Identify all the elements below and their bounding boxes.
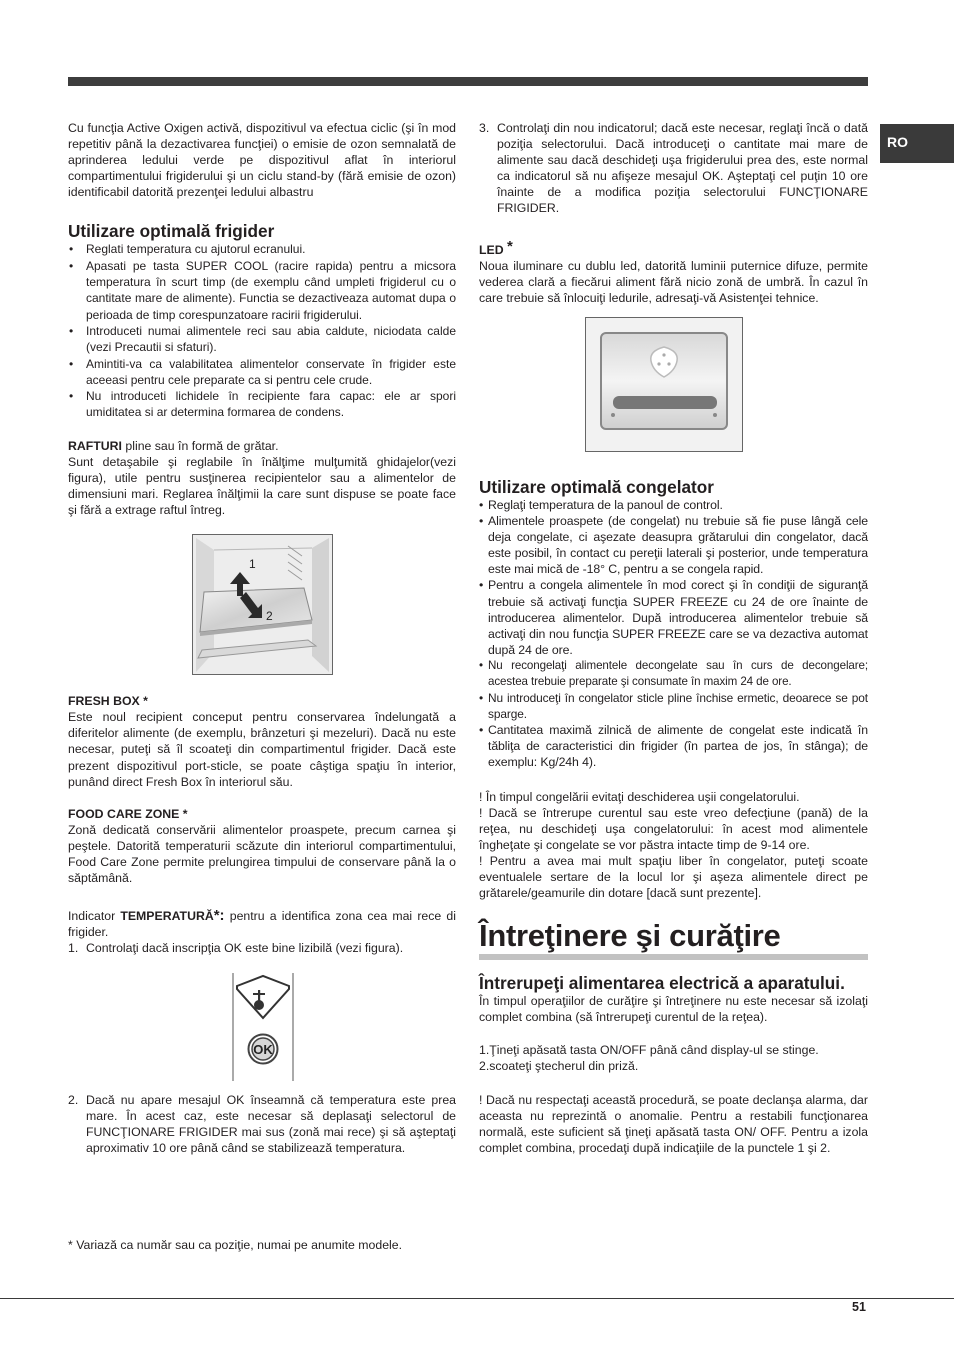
freezer-heading: Utilizare optimală congelator bbox=[479, 476, 714, 497]
page-number: 51 bbox=[852, 1300, 866, 1314]
shelf-adjust-figure bbox=[192, 534, 333, 675]
list-item: • Cantitatea maximă zilnică de alimente de congelat este indicată în tăbliţa de caracteristici din frigider (în partea de jos, în stânga); de exemplu: Kg/24h 4). bbox=[479, 722, 868, 770]
list-item: • Amintiti-va ca valabilitatea alimentelor conservate în frigider este aceeasi pentru cele preparate ca si pentru cele crude. bbox=[68, 356, 456, 389]
indicator-label: TEMPERATURĂ bbox=[120, 909, 214, 924]
list-item: • Reglati temperatura cu ajutorul ecranului. bbox=[68, 241, 456, 257]
freezer-warning-1: ! În timpul congelării evitaţi deschiderea uşii congelatorului. bbox=[479, 789, 800, 804]
freezer-warning-3: ! Pentru a avea mai mult spaţiu liber în congelator, puteţi scoate eventualele sertare de la locul lor şi aşeza alimentele direct pe grătarele/geamurile din dotare [dacă sunt prezente]. bbox=[479, 853, 868, 901]
freshbox-text: Este noul recipient conceput pentru conservarea îndelungată a diferitelor alimente (de exemplu, brânzeturi şi mezeluri). Dacă nu este necesar, puteţi să îl scoateţi din compartimentul frigider. Dacă este prezent dispozitivul port-sticle, se poate câştiga spaţiu în interior, punând direct Fresh Box în interiorul său. bbox=[68, 710, 456, 789]
led-label: LED bbox=[479, 242, 504, 257]
power-off-text: În timpul operaţiilor de curăţire şi întreţinere nu este necesar să izolaţi complet combina (să întrerupeţi curentul de la reţea). bbox=[479, 994, 868, 1025]
led-heading bbox=[479, 237, 868, 258]
list-item: • Nu recongelaţi alimentele decongelate sau în curs de decongelare; acestea trebuie preparate şi consumate în maxim 24 de ore. bbox=[479, 658, 868, 690]
footnote: * Variază ca număr sau ca poziţie, numai pe anumite modele. bbox=[68, 1238, 403, 1252]
power-warning: ! Dacă nu respectaţi această procedură, se poate declanşa alarma, dar aceasta nu reprezintă o anomalie. Pentru a restabili funcţionarea normală, este suficient să ţineţi apăsată tasta ON/ OFF. Pentru a izola complet combina, procedaţi după indicaţiile de la punctele 1 şi 2. bbox=[479, 1092, 868, 1155]
led-star: * bbox=[507, 237, 513, 255]
snowflake-zone-icon bbox=[237, 976, 289, 1018]
freshbox-heading: FRESH BOX * bbox=[68, 694, 148, 709]
list-item: • Introduceti numai alimentele reci sau abia caldute, niciodata calde (vezi Precautii si sfaturi). bbox=[68, 323, 456, 356]
list-item: • Nu introduceţi în congelator sticle pline închise ermetic, deoarece se pot sparge. bbox=[479, 690, 868, 722]
power-step-1: 1.Ţineţi apăsată tasta ON/OFF până când display-ul se stinge. bbox=[479, 1043, 819, 1058]
bottom-rule bbox=[0, 1298, 954, 1299]
maintenance-title: Întreţinere şi curăţire bbox=[479, 919, 868, 960]
shelves-label: RAFTURI bbox=[68, 438, 122, 453]
freezer-warning-2: ! Dacă se întrerupe curentul sau este vreo defecţiune (pană) de la reţea, nu deschideţi uşa congelatorului: în acest mod alimentele îngheţate şi congelate se vor păstra intacte timp de 9-14 ore. bbox=[479, 805, 868, 852]
shelves-intro bbox=[68, 438, 456, 454]
power-off-heading: Întrerupeţi alimentarea electrică a aparatului. bbox=[479, 973, 845, 994]
shelf-fig-label-1: 1 bbox=[249, 557, 256, 572]
language-tab: RO bbox=[880, 124, 954, 163]
temperature-indicator-figure bbox=[232, 972, 294, 1082]
indicator-paragraph bbox=[68, 908, 456, 940]
list-item: • Alimentele proaspete (de congelat) nu trebuie să fie puse lângă cele deja congelate, ci aşezate deasupra grătarului din congelator, dacă este posibil, în contact cu pereţii laterali şi posterior, unde temperatura este mai mică de -18° C, pentru a se congela rapid. bbox=[479, 513, 868, 577]
indicator-text: pentru a identifica zona cea mai rece di frigider. bbox=[68, 909, 456, 940]
foodcare-text: Zonă dedicată conservării alimentelor proaspete, precum carnea şi peştele. Datorită temperaturii scăzute din interiorul compartimentului, Food Care Zone permite prelungirea timpului de conservare până la o săptămână. bbox=[68, 822, 456, 886]
power-step-2: 2.scoateţi ştecherul din priză. bbox=[479, 1059, 639, 1074]
right-column bbox=[479, 120, 868, 1156]
freezer-bullet-list bbox=[479, 497, 868, 771]
top-rule bbox=[68, 77, 868, 86]
list-item: • Pentru a congela alimentele în mod corect şi în condiţii de siguranţă trebuie să activaţi funcţia SUPER FREEZE cu 24 de ore înainte de introducerea alimentelor. După introducerea alimentelor trebuie să activaţi din nou funcţia SUPER FREEZE care se va dezactiva automat după 24 de ore. bbox=[479, 577, 868, 657]
ok-label: OK bbox=[253, 1041, 273, 1057]
active-oxygen-intro: Cu funcţia Active Oxigen activă, dispozitivul va efectua ciclic (şi în mod repetitiv până la dezactivarea funcţiei) o emisie de ozon semnalată de aprinderea ledului verde pe dispozitivul aflat în interiorul compartimentului frigiderului şi un ciclu stand-by (fără emisie de ozon) identificabil datorită prezenţei ledului albastru bbox=[68, 121, 456, 200]
list-item: • Reglaţi temperatura de la panoul de control. bbox=[479, 497, 868, 513]
list-item: • Nu introduceti lichidele în recipiente fara capac: ele ar spori umiditatea si ar determina formarea de condens. bbox=[68, 388, 456, 421]
left-column bbox=[68, 120, 456, 1156]
indicator-steps bbox=[68, 940, 456, 956]
list-item: 2. Dacă nu apare mesajul OK înseamnă că temperatura este prea mare. În acest caz, este necesar să deplasaţi selectorul de FUNCŢIONARE FRIGIDER mai sus (zonă mai rece) şi să aşteptaţi aproximativ 10 ore până când se stabilizează temperatura. bbox=[68, 1092, 456, 1155]
indicator-steps-2 bbox=[68, 1092, 456, 1156]
fridge-heading: Utilizare optimală frigider bbox=[68, 221, 275, 242]
list-item: • Apasati pe tasta SUPER COOL (racire rapida) pentru a micsora temperatura în scurt timp (de exemplu când umpleti frigiderul cu o cantitate mare de alimente). Functia se dezactiveaza automat dupa o perioada de timp corespunzatoare racirii frigiderului. bbox=[68, 258, 456, 323]
fridge-bullet-list bbox=[68, 241, 456, 420]
shelves-text: Sunt detaşabile şi reglabile în înălţime mulţumită ghidajelor(vezi figura), utile pentru susţinerea recipientelor sau a alimentelor de dimensiuni mari. Reglarea înălţimii la care sunt dispuse se poate face şi fără a extrage raftul întreg. bbox=[68, 454, 456, 518]
foodcare-heading: FOOD CARE ZONE * bbox=[68, 806, 188, 821]
list-item: 1. Controlaţi dacă inscripţia OK este bine lizibilă (vezi figura). bbox=[68, 941, 404, 956]
indicator-star: *: bbox=[213, 907, 225, 925]
led-text: Noua iluminare cu dublu led, datorită luminii puternice difuze, permite vederea clară a fiecărui aliment fără nicio zonă de umbră. În cazul în care trebuie să înlocuiţi ledurile, adresaţi-vă Asistenţei tehnice. bbox=[479, 258, 868, 305]
list-item: 3. Controlaţi din nou indicatorul; dacă este necesar, reglaţi încă o dată poziţia selectorului. Dacă introduceţi o cantitate mai mare de alimente sau dacă deschideţi uşa frigiderului prea des, este normal ca indicatorul să nu afişeze mesajul OK. Aşteptaţi cel puţin 10 ore înainte de a modifica poziţia selectorului FUNCŢIONARE FRIGIDER. bbox=[479, 121, 868, 216]
led-light-figure bbox=[585, 317, 743, 452]
shelves-line: pline sau în formă de grătar. bbox=[121, 438, 279, 453]
indicator-steps-3 bbox=[479, 120, 868, 217]
shelf-fig-label-2: 2 bbox=[266, 609, 273, 624]
indicator-prefix: Indicator bbox=[68, 909, 121, 924]
